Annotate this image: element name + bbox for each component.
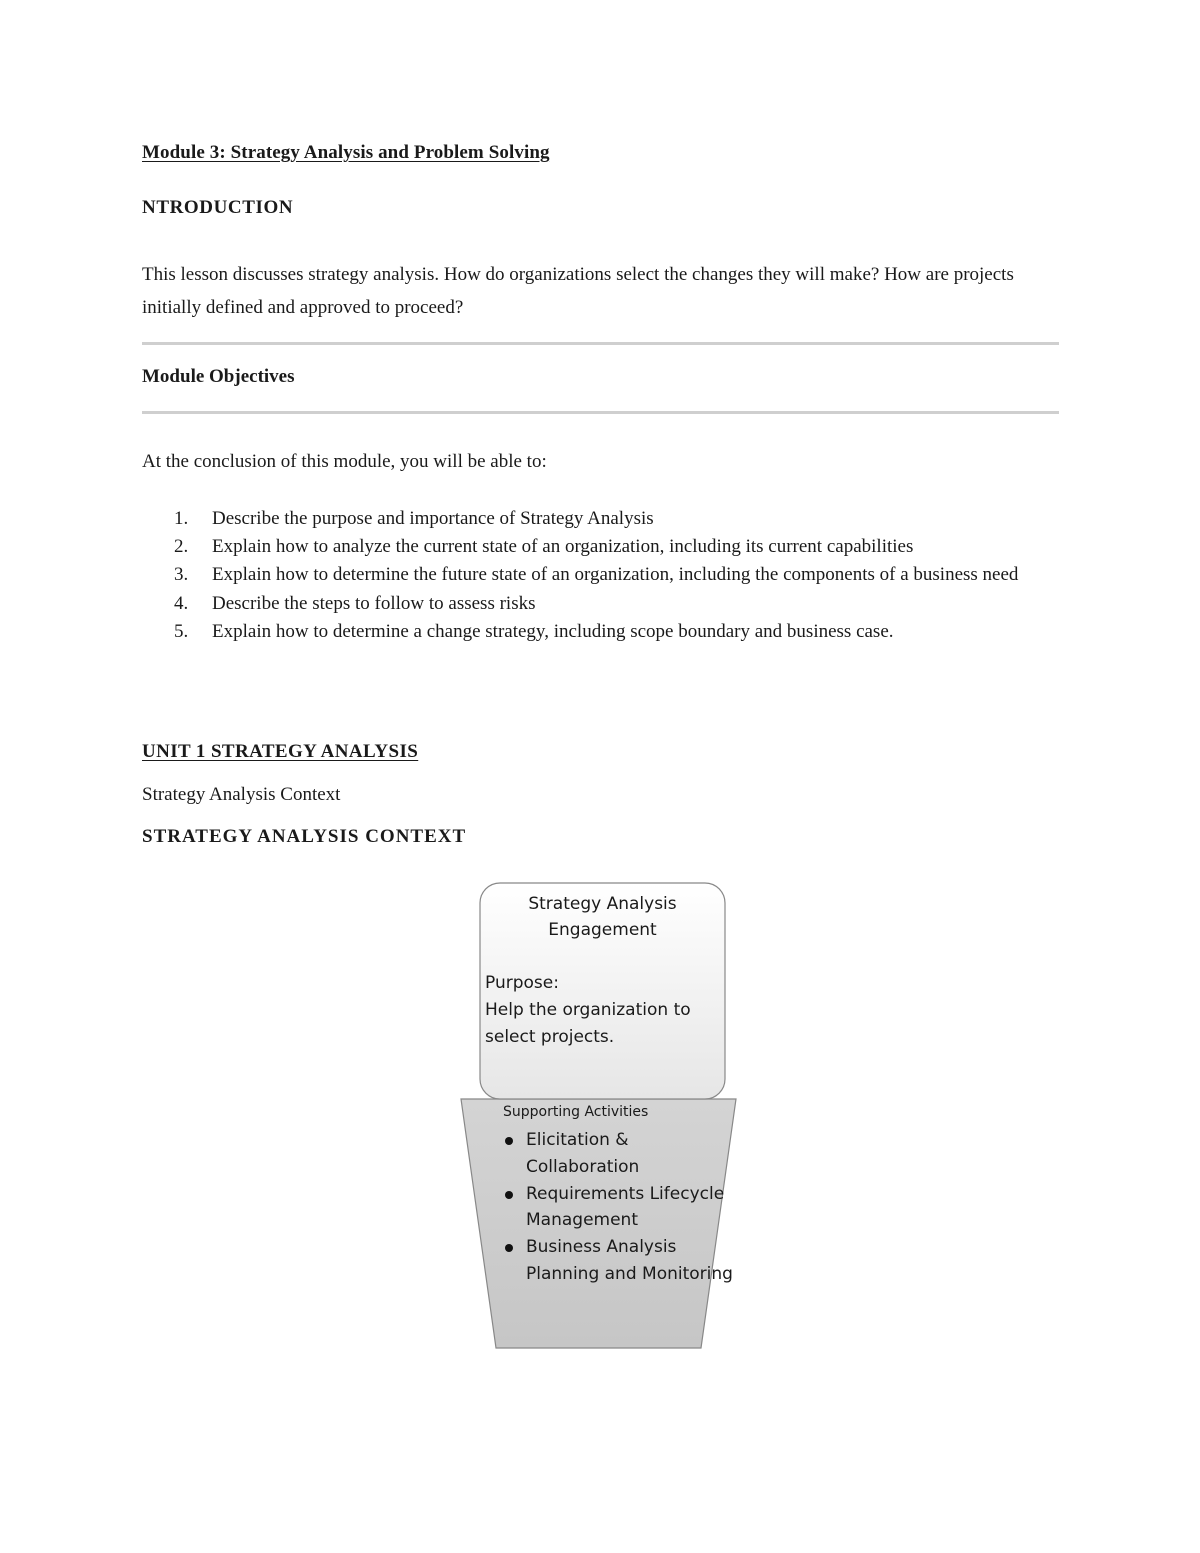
module-objectives-heading: Module Objectives: [142, 366, 295, 387]
objective-number: 3.: [174, 564, 189, 586]
supporting-activities-list: [503, 1127, 733, 1288]
section-divider-bottom: [142, 411, 1059, 414]
introduction-paragraph: This lesson discusses strategy analysis. How do organizations select the changes they will make? How are projects initially defined and approved to proceed?: [142, 264, 1014, 318]
objective-number: 4.: [174, 592, 189, 614]
objective-item: [142, 618, 1042, 646]
introduction-heading: NTRODUCTION: [142, 197, 294, 218]
engagement-title-line: Engagement: [548, 920, 657, 940]
engagement-box-content: [480, 883, 725, 1099]
objective-number: 1.: [174, 508, 189, 529]
section-divider-top: [142, 342, 1059, 345]
supporting-activity-text: Business Analysis Planning and Monitoring: [526, 1237, 733, 1284]
objective-text: Explain how to determine a change strategy, including scope boundary and business case.: [212, 620, 894, 642]
context-heading: STRATEGY ANALYSIS CONTEXT: [142, 826, 467, 847]
supporting-activity-text: Elicitation & Collaboration: [526, 1130, 640, 1177]
objective-text: Describe the purpose and importance of Strategy Analysis: [212, 508, 654, 529]
supporting-activity-item: [503, 1127, 733, 1181]
objective-text: Explain how to determine the future state of an organization, including the components of a business need: [212, 564, 1019, 586]
objectives-intro-text: At the conclusion of this module, you will be able to:: [142, 451, 547, 472]
supporting-activities-label: Supporting Activities: [503, 1104, 649, 1120]
supporting-activity-text: Requirements Lifecycle Management: [526, 1183, 725, 1231]
purpose-label: Purpose:: [485, 973, 559, 993]
unit-heading: UNIT 1 STRATEGY ANALYSIS: [142, 741, 419, 762]
engagement-title-line: Strategy Analysis: [528, 894, 677, 914]
strategy-analysis-diagram: [455, 878, 745, 1354]
objective-number: 2.: [174, 536, 189, 558]
bullet-icon: [505, 1191, 513, 1199]
objective-item: [142, 561, 1042, 589]
objective-item: [142, 590, 1042, 618]
supporting-activity-item: [503, 1234, 733, 1288]
bullet-icon: [505, 1244, 513, 1252]
objectives-list: [142, 505, 1042, 646]
purpose-text: Help the organization to select projects.: [485, 1000, 691, 1047]
objective-number: 5.: [174, 620, 189, 642]
engagement-title: [480, 891, 725, 943]
supporting-activity-item: [503, 1181, 733, 1235]
objective-item: [142, 533, 1042, 561]
module-title: Module 3: Strategy Analysis and Problem Solving: [142, 142, 550, 163]
objective-item: [142, 505, 1042, 533]
objective-text: Describe the steps to follow to assess risks: [212, 592, 536, 614]
context-subheading: Strategy Analysis Context: [142, 784, 341, 805]
engagement-purpose: [485, 970, 723, 1051]
objective-text: Explain how to analyze the current state of an organization, including its current capabilities: [212, 536, 914, 558]
bullet-icon: [505, 1137, 513, 1145]
